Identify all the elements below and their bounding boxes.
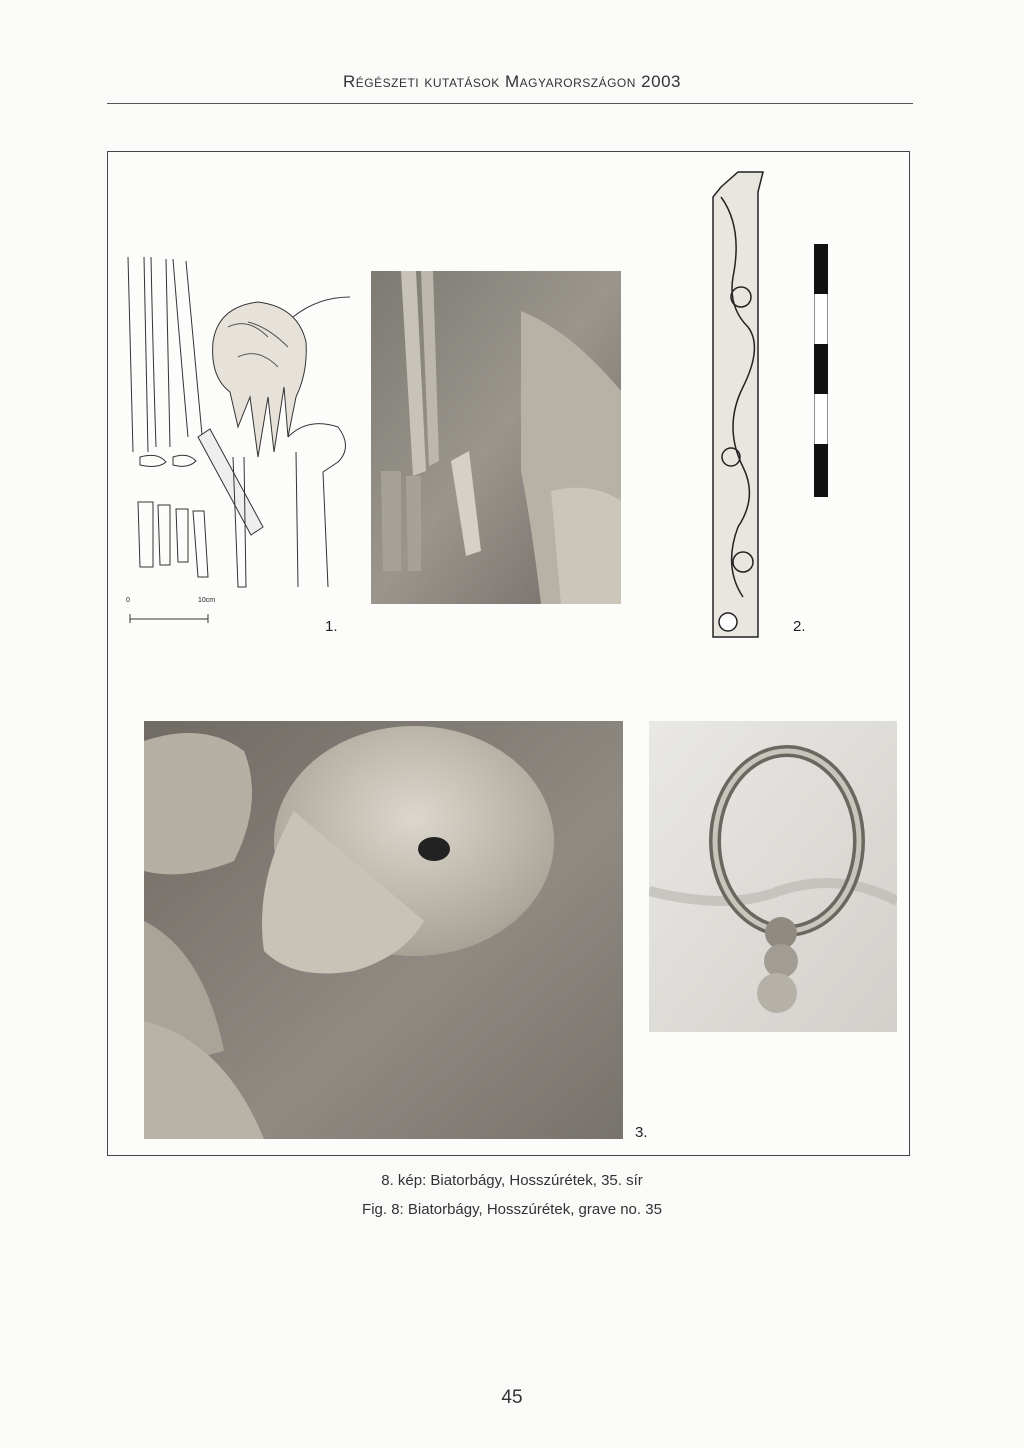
earring-photo	[649, 721, 897, 1032]
running-head: Régészeti kutatások Magyarországon 2003	[343, 72, 681, 91]
header-rule	[107, 103, 913, 104]
figure-3-label: 3.	[635, 1124, 648, 1141]
grave-photo	[371, 271, 621, 604]
page-number: 45	[501, 1387, 523, 1408]
needle-case-drawing	[703, 167, 783, 652]
figure-plate	[107, 151, 910, 1156]
caption-hungarian: 8. kép: Biatorbágy, Hosszúrétek, 35. sír	[381, 1172, 643, 1189]
caption-english: Fig. 8: Biatorbágy, Hosszúrétek, grave no. 35	[362, 1201, 662, 1218]
figure-2-label: 2.	[793, 618, 806, 635]
photo-scale-bar	[814, 244, 828, 497]
skull-photo	[144, 721, 623, 1139]
scale-end-label: 10cm	[198, 597, 216, 604]
figure-1-label: 1.	[325, 618, 338, 635]
scale-start-label: 0	[126, 597, 130, 604]
grave-drawing	[118, 247, 358, 627]
